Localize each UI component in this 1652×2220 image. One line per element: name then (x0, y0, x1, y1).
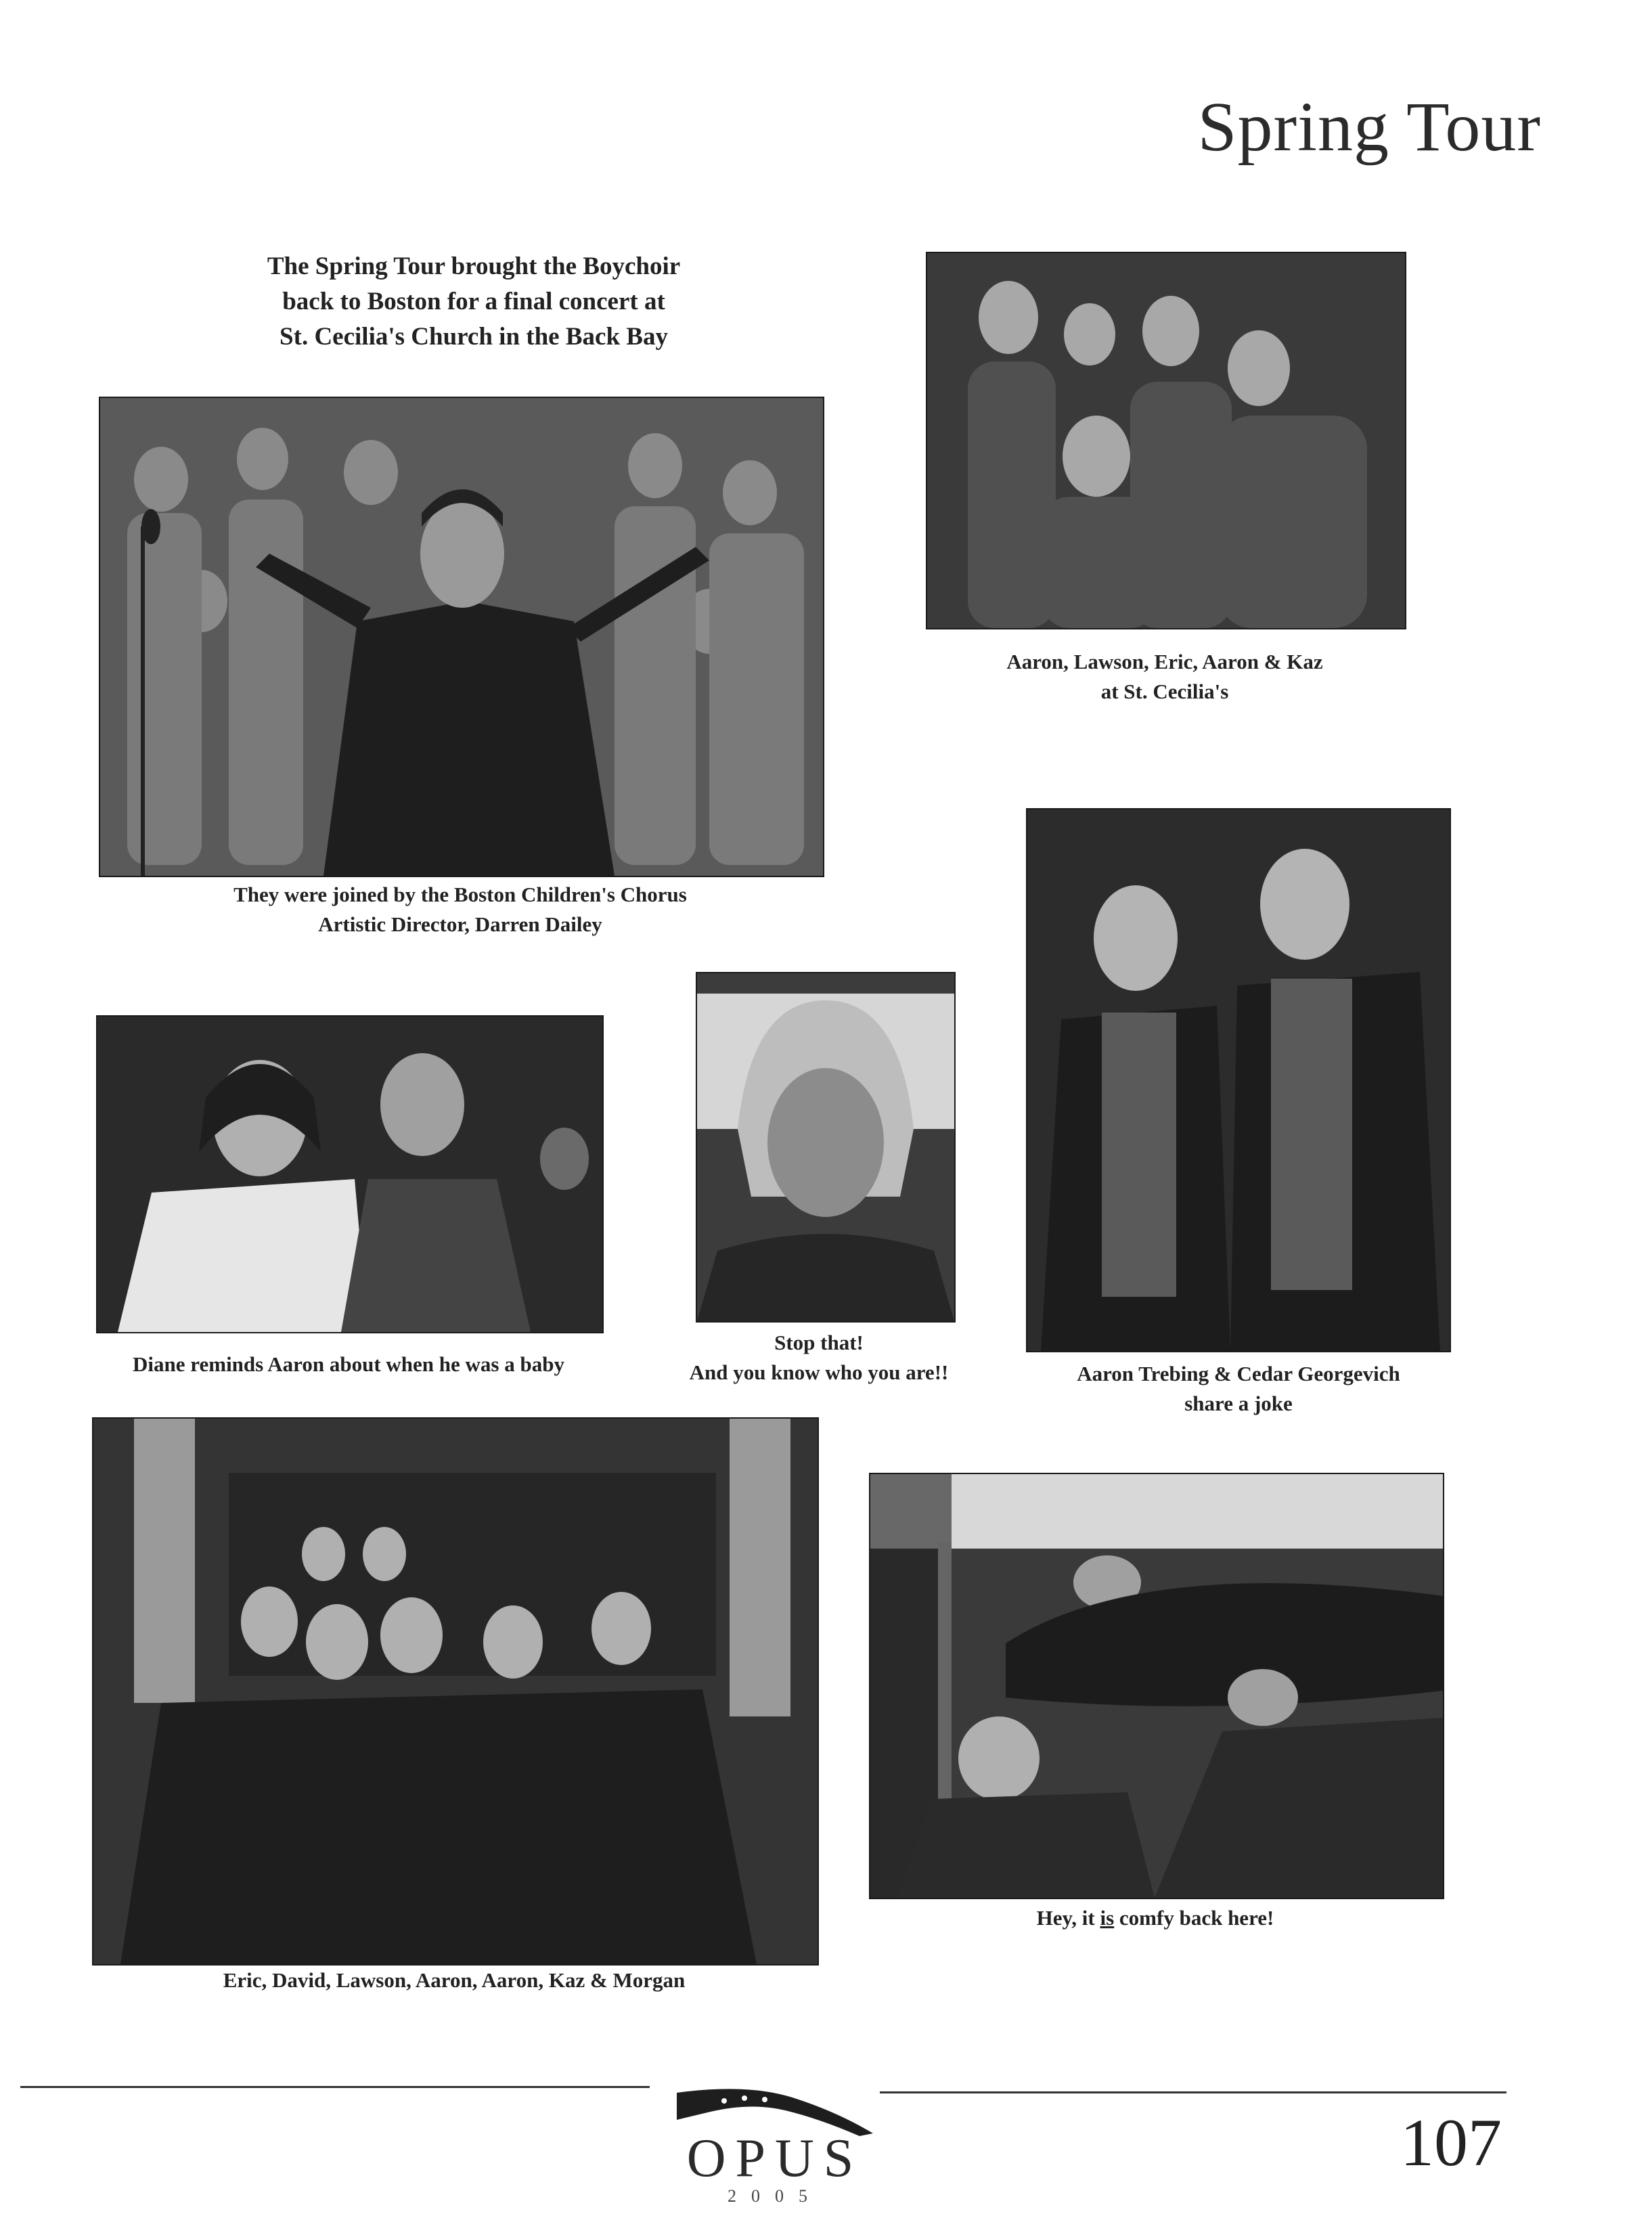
caption-line: share a joke (1184, 1392, 1293, 1415)
page-title: Spring Tour (1197, 88, 1541, 166)
logo-word: OPUS (686, 2129, 864, 2188)
photo-five-boys (926, 252, 1406, 629)
photo-diane-image (97, 1017, 602, 1332)
photo-two-boys (1026, 808, 1451, 1352)
caption-line: Aaron, Lawson, Eric, Aaron & Kaz (1006, 650, 1323, 673)
caption-woman (650, 1328, 988, 1388)
photo-diane (96, 1015, 604, 1333)
photo-director-image (100, 398, 823, 876)
opus-logo (670, 2086, 880, 2208)
caption-group (92, 1966, 816, 1995)
caption-line: They were joined by the Boston Children's Chorus (233, 883, 687, 906)
caption-line: Eric, David, Lawson, Aaron, Aaron, Kaz & Morgan (223, 1968, 686, 1992)
photo-director (99, 397, 824, 877)
intro-line: back to Boston for a final concert at (282, 288, 665, 315)
photo-woman-image (697, 973, 954, 1321)
caption-line: And you know who you are!! (689, 1360, 949, 1384)
page-number: 107 (1400, 2105, 1502, 2180)
caption-emphasis: is (1100, 1906, 1115, 1930)
caption-five-boys (926, 647, 1404, 707)
photo-woman (696, 972, 956, 1323)
photo-group (92, 1417, 819, 1966)
photo-bunk (869, 1473, 1444, 1899)
logo-year: 2005 (728, 2186, 822, 2206)
photo-bunk-image (870, 1474, 1443, 1898)
intro-line: St. Cecilia's Church in the Back Bay (280, 323, 668, 351)
photo-group-image (93, 1419, 818, 1964)
photo-two-boys-image (1027, 809, 1450, 1351)
caption-text-post: comfy back here! (1114, 1906, 1274, 1930)
footer-rule-right (880, 2091, 1506, 2093)
caption-text-pre: Hey, it (1036, 1906, 1100, 1930)
caption-line: Artistic Director, Darren Dailey (318, 912, 602, 936)
photo-five-boys-image (927, 253, 1405, 628)
intro-text (223, 249, 724, 355)
caption-line: Aaron Trebing & Cedar Georgevich (1077, 1362, 1400, 1385)
intro-line: The Spring Tour brought the Boychoir (267, 252, 681, 280)
caption-director (99, 880, 822, 939)
caption-two-boys (1022, 1359, 1455, 1419)
caption-line: Stop that! (774, 1331, 864, 1354)
footer-rule-left (20, 2086, 650, 2088)
caption-line: Diane reminds Aaron about when he was a baby (133, 1352, 564, 1376)
caption-diane (81, 1350, 616, 1379)
caption-line: at St. Cecilia's (1100, 680, 1229, 703)
caption-bunk (869, 1903, 1442, 1933)
